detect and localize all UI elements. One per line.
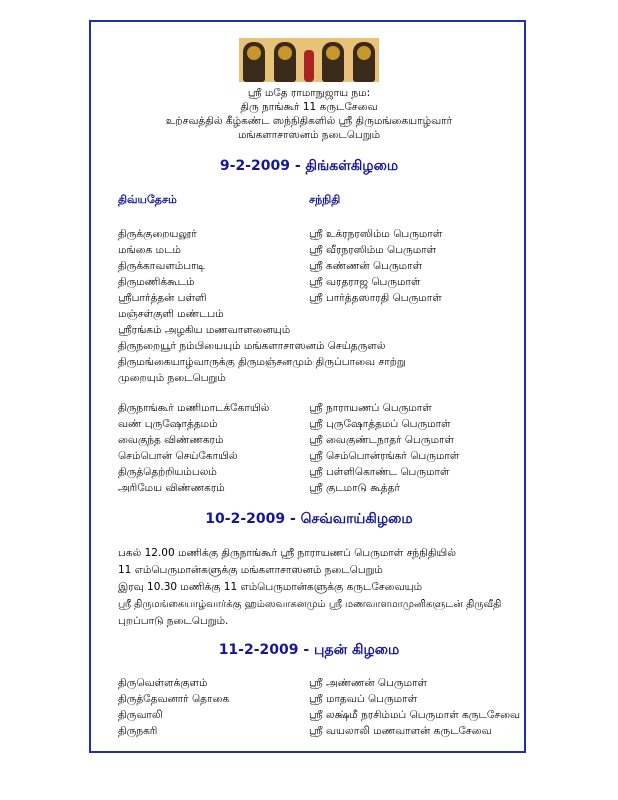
place-name: திருநகரி [118, 725, 158, 737]
place-name: திருவெள்ளக்குளம் [118, 677, 208, 689]
header-event-title: திரு நாங்கூர் 11 கருடசேவை [240, 101, 378, 113]
place-name: திருத்தெற்றியம்பலம் [118, 466, 217, 478]
day1-note-line: மஞ்சள்குளி மண்டபம் [118, 308, 224, 320]
header-description: உற்சவத்தில் கீழ்கண்ட ஸந்நிதிகளில் ஸ்ரீ திருமங்கையாழ்வார் [165, 115, 453, 127]
shrine-name: ஸ்ரீ புருஷோத்தமப் பெருமாள் [309, 418, 451, 430]
header-description-cont: மங்களாசாஸனம் நடைபெறும் [237, 129, 381, 141]
place-name: மங்கை மடம் [118, 244, 181, 256]
shrine-name: ஸ்ரீ கண்ணன் பெருமாள் [309, 260, 423, 272]
place-name: ஸ்ரீபார்த்தன் பள்ளி [118, 292, 207, 304]
place-name: திருமணிக்கூடம் [118, 276, 195, 288]
shrine-name: ஸ்ரீ நாராயணப் பெருமாள் [309, 402, 432, 414]
day2-note-line: பகல் 12.00 மணிக்கு திருநாங்கூர் ஸ்ரீ நாராயணப் பெருமாள் சந்நிதியில் [118, 547, 456, 559]
place-name: அரிமேய விண்ணகரம் [118, 482, 225, 494]
shrine-name: ஸ்ரீ குடமாடு கூத்தர் [309, 482, 400, 494]
shrine-name: ஸ்ரீ வீரநரஸிம்ம பெருமாள் [309, 244, 437, 256]
place-name: திருத்தேவனார் தொகை [118, 693, 230, 705]
place-name: திருவாலி [118, 709, 163, 721]
day2-note-line: இரவு 10.30 மணிக்கு 11 எம்பெருமான்களுக்கு கருடசேவையும் [118, 581, 423, 593]
day2-date-heading: 10-2-2009 - செவ்வாய்கிழமை [205, 511, 413, 527]
place-name: திருநாங்கூர் மணிமாடக்கோயில் [118, 402, 270, 414]
shrine-name: ஸ்ரீ லக்ஷ்மீ நரசிம்மப் பெருமாள் கருடசேவை [309, 709, 521, 721]
place-name: திருக்குறையலூர் [118, 228, 197, 240]
namam-emblem-icon [304, 50, 314, 82]
shrine-name: ஸ்ரீ அண்ணன் பெருமாள் [309, 677, 428, 689]
day1-note-line: திருநறையூர் நம்பியையும் மங்களாசாஸனம் செய்தருளல் [118, 340, 386, 352]
header-invocation: ஸ்ரீ மதே ராமாநுஜாய நம: [247, 87, 371, 99]
deity-figure-icon [353, 42, 375, 82]
shrine-name: ஸ்ரீ வரதராஜ பெருமாள் [309, 276, 421, 288]
day2-note-line: ஸ்ரீ திருமங்கையாழ்வார்க்கு ஹம்ஸவாகனமும் ஸ்ரீ மணவாளமாமுனிகளுடன் திருவீதி [118, 599, 502, 610]
place-name: வண் புருஷோத்தமம் [118, 418, 218, 430]
deity-figure-icon [243, 42, 265, 82]
deity-figure-icon [274, 42, 296, 82]
col-head-divyadesam: திவ்யதேசம் [118, 193, 177, 206]
day1-date-heading: 9-2-2009 - திங்கள்கிழமை [219, 158, 399, 174]
col-head-sannidhi: சந்நிதி [309, 193, 341, 206]
deity-figure-icon [322, 42, 344, 82]
place-name: திருக்காவளம்பாடி [118, 260, 205, 272]
day1-note-line: முறையும் நடைபெறும் [118, 372, 226, 384]
shrine-name: ஸ்ரீ வைகுண்டநாதர் பெருமாள் [309, 434, 454, 446]
shrine-name: ஸ்ரீ உக்ரநரஸிம்ம பெருமாள் [309, 228, 443, 240]
shrine-name: ஸ்ரீ மாதவப் பெருமாள் [309, 693, 418, 705]
day2-note-line: புறப்பாடு நடைபெறும். [118, 615, 229, 627]
day3-date-heading: 11-2-2009 - புதன் கிழமை [218, 642, 400, 658]
shrine-name: ஸ்ரீ செம்பொன்ரங்கர் பெருமாள் [309, 450, 460, 462]
place-name: வைகுந்த விண்ணகரம் [118, 434, 224, 446]
shrine-name: ஸ்ரீ பார்த்தஸாரதி பெருமாள் [309, 292, 442, 304]
deity-banner-image [239, 38, 379, 82]
shrine-name: ஸ்ரீ பள்ளிகொண்ட பெருமாள் [309, 466, 450, 478]
shrine-name: ஸ்ரீ வயலாலி மணவாளன் கருடசேவை [309, 725, 492, 737]
day2-note-line: 11 எம்பெருமான்களுக்கு மங்களாசாஸனம் நடைபெறும் [118, 564, 383, 576]
place-name: செம்பொன் செய்கோயில் [118, 450, 238, 462]
day1-note-line: ஸ்ரீரங்கம் அழகிய மணவாளனையும் [118, 324, 291, 336]
day1-note-line: திருமங்கையாழ்வாருக்கு திருமஞ்சனமும் திருப்பாவை சாற்று [118, 356, 406, 368]
